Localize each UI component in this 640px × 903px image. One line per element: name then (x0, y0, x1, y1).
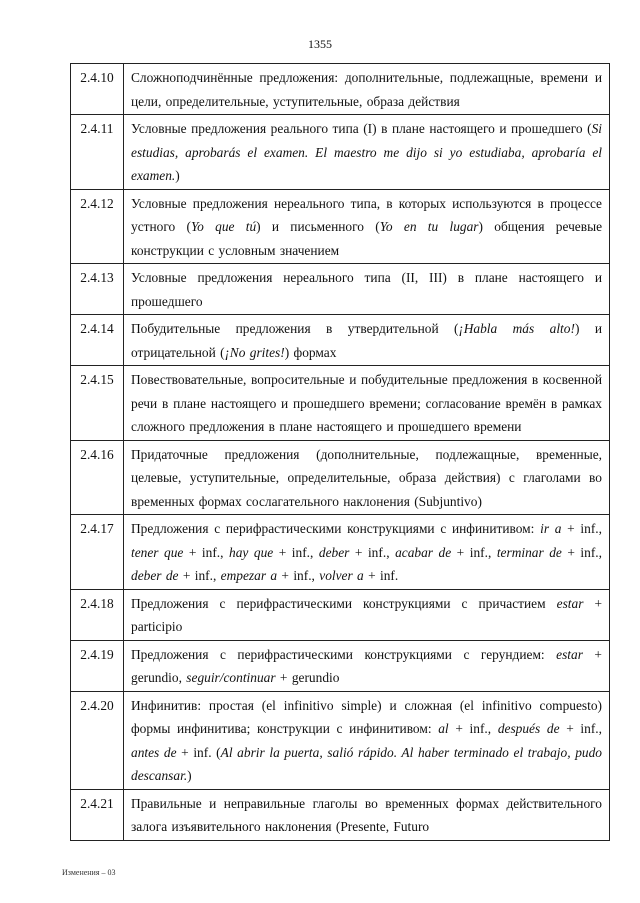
table-row (71, 515, 610, 590)
section-text: Повествовательные, вопросительные и побудительные предложения в косвенной речи в плане настоящего и прошедшего времени; согласование времён в рамках сложного предложения в плане настоящего и прошедшего времени (124, 366, 610, 441)
footer-note: Изменения – 03 (62, 868, 116, 877)
section-number: 2.4.15 (71, 366, 124, 441)
section-number: 2.4.14 (71, 315, 124, 366)
section-number: 2.4.12 (71, 189, 124, 264)
table-row (71, 589, 610, 640)
table-row (71, 440, 610, 515)
table-row (71, 115, 610, 190)
section-number: 2.4.21 (71, 789, 124, 840)
section-text: Правильные и неправильные глаголы во временных формах действительного залога изъявительного наклонения (Presente, Futuro (124, 789, 610, 840)
table-row (71, 64, 610, 115)
section-text: Предложения с перифрастическими конструкциями с причастием estar + participio (124, 589, 610, 640)
section-text: Предложения с перифрастическими конструкциями с инфинитивом: ir a + inf., tener que + inf., hay que + inf., deber + inf., acabar de + inf., terminar de + inf., deber de + inf., empezar a + inf., volver a + inf. (124, 515, 610, 590)
section-text: Условные предложения нереального типа (II, III) в плане настоящего и прошедшего (124, 264, 610, 315)
section-text: Инфинитив: простая (el infinitivo simple) и сложная (el infinitivo compuesto) формы инфинитива; конструкции с инфинитивом: al + inf., después de + inf., antes de + inf. (Al abrir la puerta, salió rápido. Al haber terminado el trabajo, pudo descansar.) (124, 691, 610, 789)
table-row (71, 691, 610, 789)
page-number: 1355 (308, 37, 332, 51)
section-number: 2.4.18 (71, 589, 124, 640)
section-text: Придаточные предложения (дополнительные, подлежащные, временные, целевые, уступительные, определительные, образа действия) с глаголами во временных формах сослагательного наклонения (Subjuntivo) (124, 440, 610, 515)
section-number: 2.4.11 (71, 115, 124, 190)
table-row (71, 264, 610, 315)
content-table (70, 63, 610, 841)
section-number: 2.4.19 (71, 640, 124, 691)
table-row (71, 315, 610, 366)
section-text: Условные предложения нереального типа, в которых используются в процессе устного (Yo que tú) и письменного (Yo en tu lugar) общения речевые конструкции с условным значением (124, 189, 610, 264)
section-number: 2.4.10 (71, 64, 124, 115)
section-number: 2.4.20 (71, 691, 124, 789)
section-number: 2.4.16 (71, 440, 124, 515)
table-row (71, 189, 610, 264)
section-text: Побудительные предложения в утвердительной (¡Habla más alto!) и отрицательной (¡No grites!) формах (124, 315, 610, 366)
section-number: 2.4.13 (71, 264, 124, 315)
section-text: Условные предложения реального типа (I) в плане настоящего и прошедшего (Si estudias, aprobarás el examen. El maestro me dijo si yo estudiaba, aprobaría el examen.) (124, 115, 610, 190)
table-row (71, 789, 610, 840)
section-text: Предложения с перифрастическими конструкциями с герундием: estar + gerundio, seguir/continuar + gerundio (124, 640, 610, 691)
table-row (71, 366, 610, 441)
table-row (71, 640, 610, 691)
section-number: 2.4.17 (71, 515, 124, 590)
section-text: Сложноподчинённые предложения: дополнительные, подлежащные, времени и цели, определительные, уступительные, образа действия (124, 64, 610, 115)
